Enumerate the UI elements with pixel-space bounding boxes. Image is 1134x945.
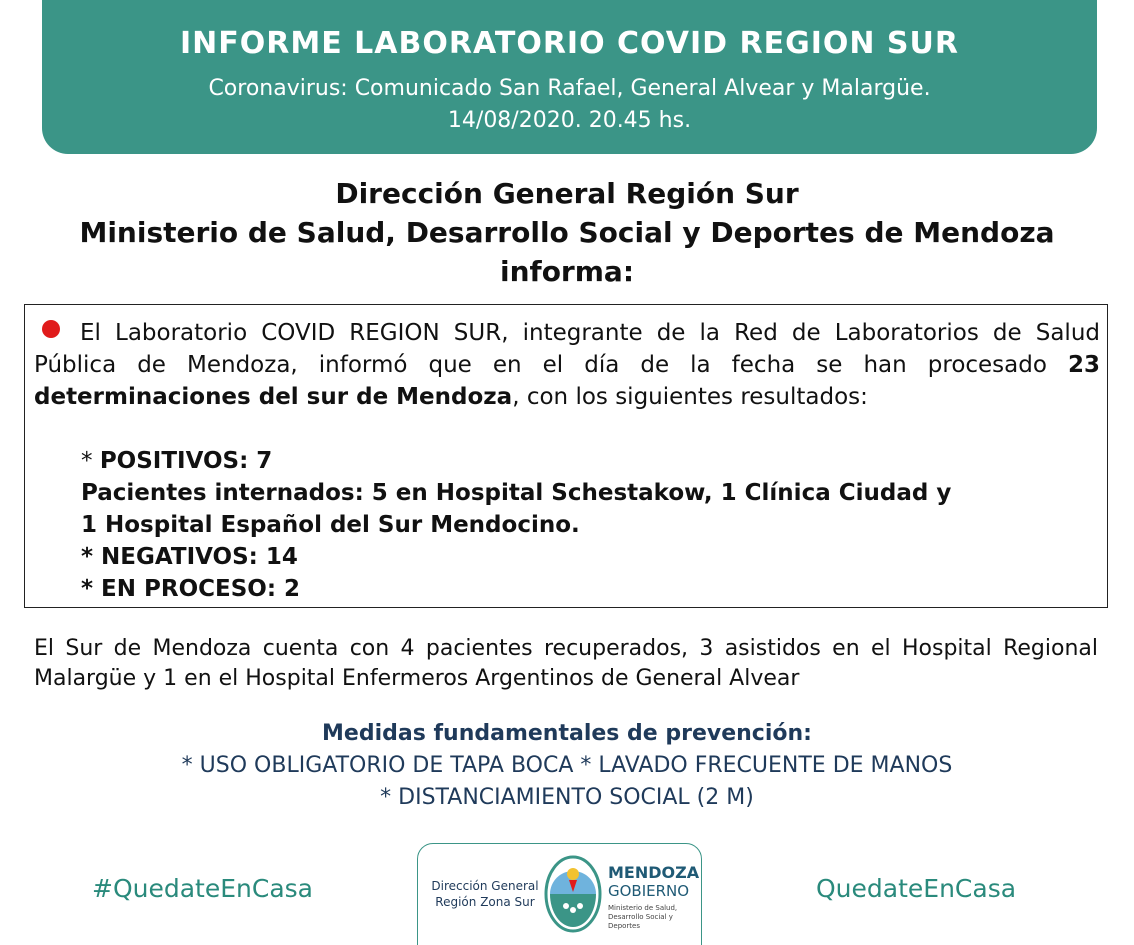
- mendoza-emblem-icon: [542, 854, 604, 934]
- hospitalized-line-1: Pacientes internados: 5 en Hospital Schestakow, 1 Clínica Ciudad y: [81, 480, 952, 506]
- logo-left-line-1: Dirección General: [431, 879, 539, 893]
- report-box: [24, 304, 1108, 608]
- prevention-line-1: * USO OBLIGATORIO DE TAPA BOCA * LAVADO FRECUENTE DE MANOS: [181, 753, 953, 778]
- logo-right-text: [608, 864, 701, 931]
- report-date: 14/08/2020. 20.45 hs.: [447, 108, 692, 133]
- hashtag-left: #QuedateEnCasa: [92, 874, 313, 903]
- direction-line-2: Ministerio de Salud, Desarrollo Social y Deportes de Mendoza: [79, 216, 1055, 249]
- government-logo-card: [417, 843, 702, 945]
- direction-line-3: informa:: [499, 255, 635, 288]
- direction-block: [0, 174, 1134, 291]
- prevention-line-2: * DISTANCIAMIENTO SOCIAL (2 M): [380, 785, 754, 810]
- negatives-line: * NEGATIVOS: 14: [81, 544, 298, 570]
- report-intro: El Laboratorio COVID REGION SUR, integrante de la Red de Laboratorios de Salud Pública de Mendoza, informó que en el día de la fecha se han procesado: [34, 320, 1100, 378]
- header-banner: [42, 0, 1097, 154]
- report-intro-end: , con los siguientes resultados:: [512, 384, 868, 410]
- positives-label: POSITIVOS: 7: [99, 448, 273, 474]
- logo-left-line-2: Región Zona Sur: [435, 895, 535, 909]
- recovered-text: El Sur de Mendoza cuenta con 4 pacientes recuperados, 3 asistidos en el Hospital Regional Malargüe y 1 en el Hospital Enfermeros Argentinos de General Alvear: [34, 636, 1098, 691]
- logo-ministry: [608, 904, 701, 931]
- logo-ministry-line-2: Desarrollo Social y Deportes: [608, 913, 673, 930]
- hospitalized-line-2: 1 Hospital Español del Sur Mendocino.: [81, 512, 580, 538]
- positives-line: [81, 445, 951, 477]
- logo-ministry-line-1: Ministerio de Salud,: [608, 904, 678, 912]
- red-bullet-icon: [42, 320, 60, 338]
- report-title: INFORME LABORATORIO COVID REGION SUR: [180, 26, 959, 61]
- report-paragraph: [34, 317, 1100, 413]
- logo-mendoza: MENDOZA: [608, 863, 700, 882]
- prevention-block: [0, 718, 1134, 814]
- hashtag-right: QuedateEnCasa: [816, 874, 1017, 903]
- report-intro-bold: 23 determinaciones del sur de Mendoza: [34, 352, 1100, 410]
- results-list: [81, 445, 951, 605]
- in-process-line: * EN PROCESO: 2: [81, 576, 301, 602]
- logo-gobierno: GOBIERNO: [608, 882, 690, 900]
- direction-line-1: Dirección General Región Sur: [335, 177, 799, 210]
- prevention-title: Medidas fundamentales de prevención:: [322, 721, 812, 746]
- positives-prefix: *: [81, 448, 100, 474]
- report-subtitle: Coronavirus: Comunicado San Rafael, General Alvear y Malargüe.: [208, 76, 931, 101]
- logo-left-text: [426, 878, 544, 910]
